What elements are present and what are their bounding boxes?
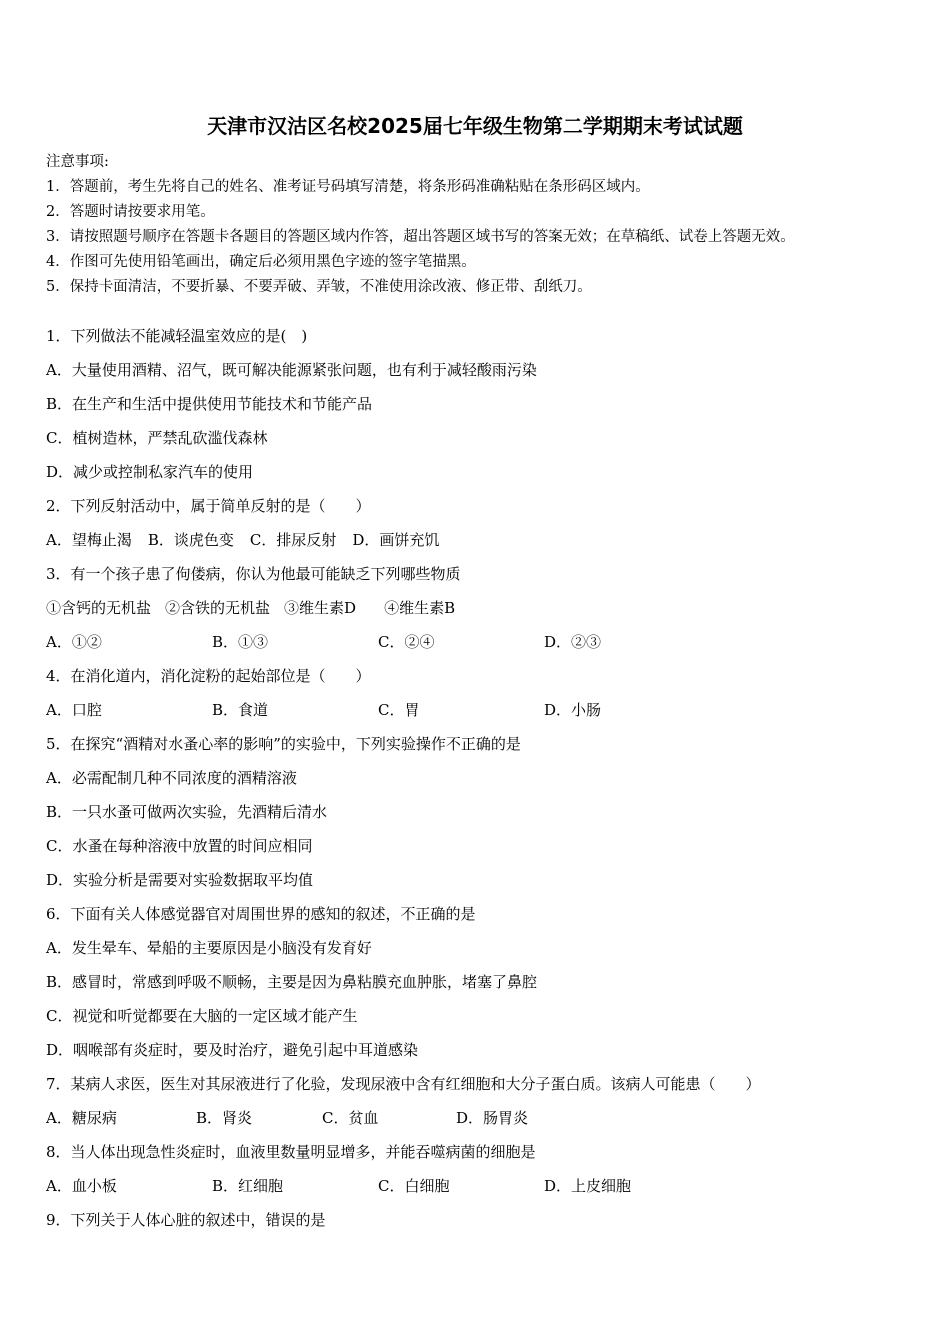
notice-item: 2．答题时请按要求用笔。 [46,204,215,220]
notice-item: 1．答题前，考生先将自己的姓名、准考证号码填写清楚，将条形码准确粘贴在条形码区域内。 [46,179,650,195]
question-1-option-b: B．在生产和生活中提供使用节能技术和节能产品 [46,395,373,413]
question-9-stem: 9．下列关于人体心脏的叙述中，错误的是 [46,1211,326,1229]
question-7-options [46,1105,926,1139]
notice-item: 4．作图可先使用铅笔画出，确定后必须用黑色字迹的签字笔描黑。 [46,254,476,270]
question-6-option-c: C．视觉和听觉都要在大脑的一定区域才能产生 [46,1007,358,1025]
question-2-stem: 2．下列反射活动中，属于简单反射的是（ ） [46,497,371,515]
question-7-option-a: A．糖尿病 [46,1109,117,1127]
notice-heading: 注意事项: [46,154,109,170]
question-4-options [46,697,926,731]
question-8-option-b: B．红细胞 [212,1177,284,1195]
question-6-option-b: B．感冒时，常感到呼吸不顺畅，主要是因为鼻粘膜充血肿胀，堵塞了鼻腔 [46,973,538,991]
question-5-stem: 5．在探究“酒精对水蚤心率的影响”的实验中，下列实验操作不正确的是 [46,735,521,753]
question-4-option-a: A．口腔 [46,701,102,719]
question-4-option-b: B．食道 [212,701,269,719]
question-4-stem: 4．在消化道内，消化淀粉的起始部位是（ ） [46,667,371,685]
question-6-stem: 6．下面有关人体感觉器官对周围世界的感知的叙述，不正确的是 [46,905,476,923]
question-7-option-d: D．肠胃炎 [456,1109,529,1127]
question-3-option-c: C．②④ [378,633,435,651]
question-5-option-c: C．水蚤在每种溶液中放置的时间应相同 [46,837,313,855]
question-7-option-c: C．贫血 [322,1109,379,1127]
question-3-option-b: B．①③ [212,633,269,651]
question-1-stem: 1．下列做法不能减轻温室效应的是( ) [46,327,308,345]
question-3-item-4: ④维生素B [384,599,456,617]
questions-section [46,323,926,1241]
question-6-option-d: D．咽喉部有炎症时，要及时治疗，避免引起中耳道感染 [46,1041,419,1059]
question-4-option-d: D．小肠 [544,701,602,719]
question-3-item-3: ③维生素D [284,599,357,617]
question-1-option-d: D．减少或控制私家汽车的使用 [46,463,254,481]
question-5-option-a: A．必需配制几种不同浓度的酒精溶液 [46,769,297,787]
question-3-option-a: A．①② [46,633,102,651]
notice-section [46,150,926,300]
question-8-option-a: A．血小板 [46,1177,117,1195]
question-7-option-b: B．肾炎 [196,1109,253,1127]
question-8-option-c: C．白细胞 [378,1177,450,1195]
question-8-option-d: D．上皮细胞 [544,1177,632,1195]
question-2-option-b: B．谈虎色变 [147,531,234,549]
notice-item: 3．请按照题号顺序在答题卡各题目的答题区域内作答，超出答题区域书写的答案无效；在草稿纸、试卷上答题无效。 [46,229,795,245]
question-8-stem: 8．当人体出现急性炎症时，血液里数量明显增多，并能吞噬病菌的细胞是 [46,1143,536,1161]
question-1-option-c: C．植树造林，严禁乱砍滥伐森林 [46,429,268,447]
question-2-option-a: A．望梅止渴 [46,531,132,549]
question-6-option-a: A．发生晕车、晕船的主要原因是小脑没有发育好 [46,939,372,957]
notice-item: 5．保持卡面清洁，不要折暴、不要弄破、弄皱，不准使用涂改液、修正带、刮纸刀。 [46,279,592,295]
question-7-stem: 7．某病人求医，医生对其尿液进行了化验，发现尿液中含有红细胞和大分子蛋白质。该病人可能患（ ） [46,1075,761,1093]
question-2-option-d: D．画饼充饥 [352,531,440,549]
question-5-option-d: D．实验分析是需要对实验数据取平均值 [46,871,314,889]
question-3-options [46,629,926,663]
question-3-items [46,595,926,629]
question-5-option-b: B．一只水蚤可做两次实验，先酒精后清水 [46,803,328,821]
question-3-item-2: ②含铁的无机盐 [165,599,271,617]
question-2-option-c: C．排尿反射 [249,531,337,549]
page-title: 天津市汉沽区名校2025届七年级生物第二学期期末考试试题 [207,114,743,138]
question-4-option-c: C．胃 [378,701,420,719]
question-1-option-a: A．大量使用酒精、沼气，既可解决能源紧张问题，也有利于减轻酸雨污染 [46,361,537,379]
question-3-item-1: ①含钙的无机盐 [46,599,152,617]
question-2-options [46,527,926,561]
question-3-stem: 3．有一个孩子患了佝偻病，你认为他最可能缺乏下列哪些物质 [46,565,461,583]
question-8-options [46,1173,926,1207]
question-3-option-d: D．②③ [544,633,602,651]
